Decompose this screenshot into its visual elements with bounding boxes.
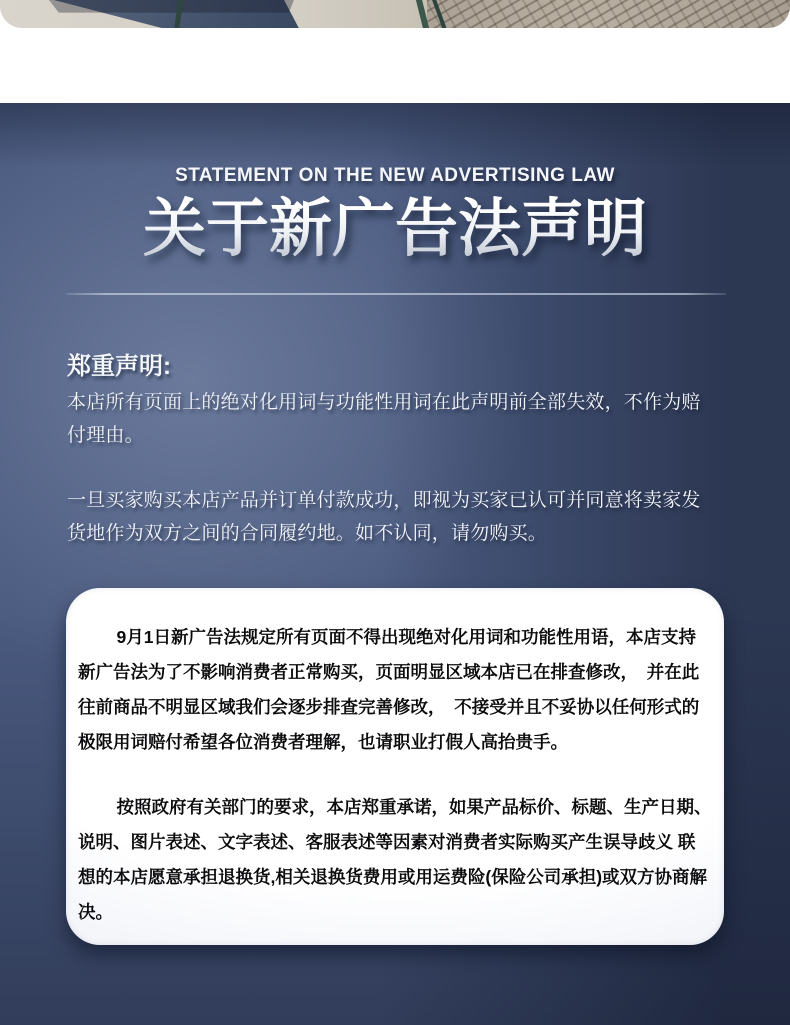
notice-card-paragraph-2: 按照政府有关部门的要求，本店郑重承诺，如果产品标价、标题、生产日期、 说明、图片表述、文字表述、客服表述等因素对消费者实际购买产生误导歧义 联想的本店愿意承担退换货,相关退换货费用或用运费险(保险公司承担)或双方协商解决。	[78, 797, 721, 922]
solemn-declaration-heading: 郑重声明:	[67, 353, 171, 380]
disclaimer-paragraph-1: 本店所有页面上的绝对化用词与功能性用词在此声明前全部失效，不作为赔付理由。	[67, 392, 701, 446]
photo-checker-plate-floor	[427, 0, 790, 28]
statement-main-title: 关于新广告法声明	[0, 189, 790, 269]
product-photo-strip	[0, 0, 790, 28]
statement-eyebrow-title: STATEMENT ON THE NEW ADVERTISING LAW	[175, 165, 615, 186]
notice-card	[66, 588, 724, 945]
disclaimer-paragraph-2: 一旦买家购买本店产品并订单付款成功，即视为买家已认可并同意将卖家发货地作为双方之间的合同履约地。如不认同，请勿购买。	[67, 490, 701, 544]
horizontal-divider	[66, 293, 726, 295]
notice-card-paragraph-1: 9月1日新广告法规定所有页面不得出现绝对化用词和功能性用语，本店支持新广告法为了不影响消费者正常购买，页面明显区域本店已在排查修改， 并在此往前商品不明显区域我们会逐步排查完善修改， 不接受并且不妥协以任何形式的极限用词赔付希望各位消费者理解，也请职业打假人高抬贵手。	[78, 627, 700, 752]
statement-panel	[0, 103, 790, 1025]
